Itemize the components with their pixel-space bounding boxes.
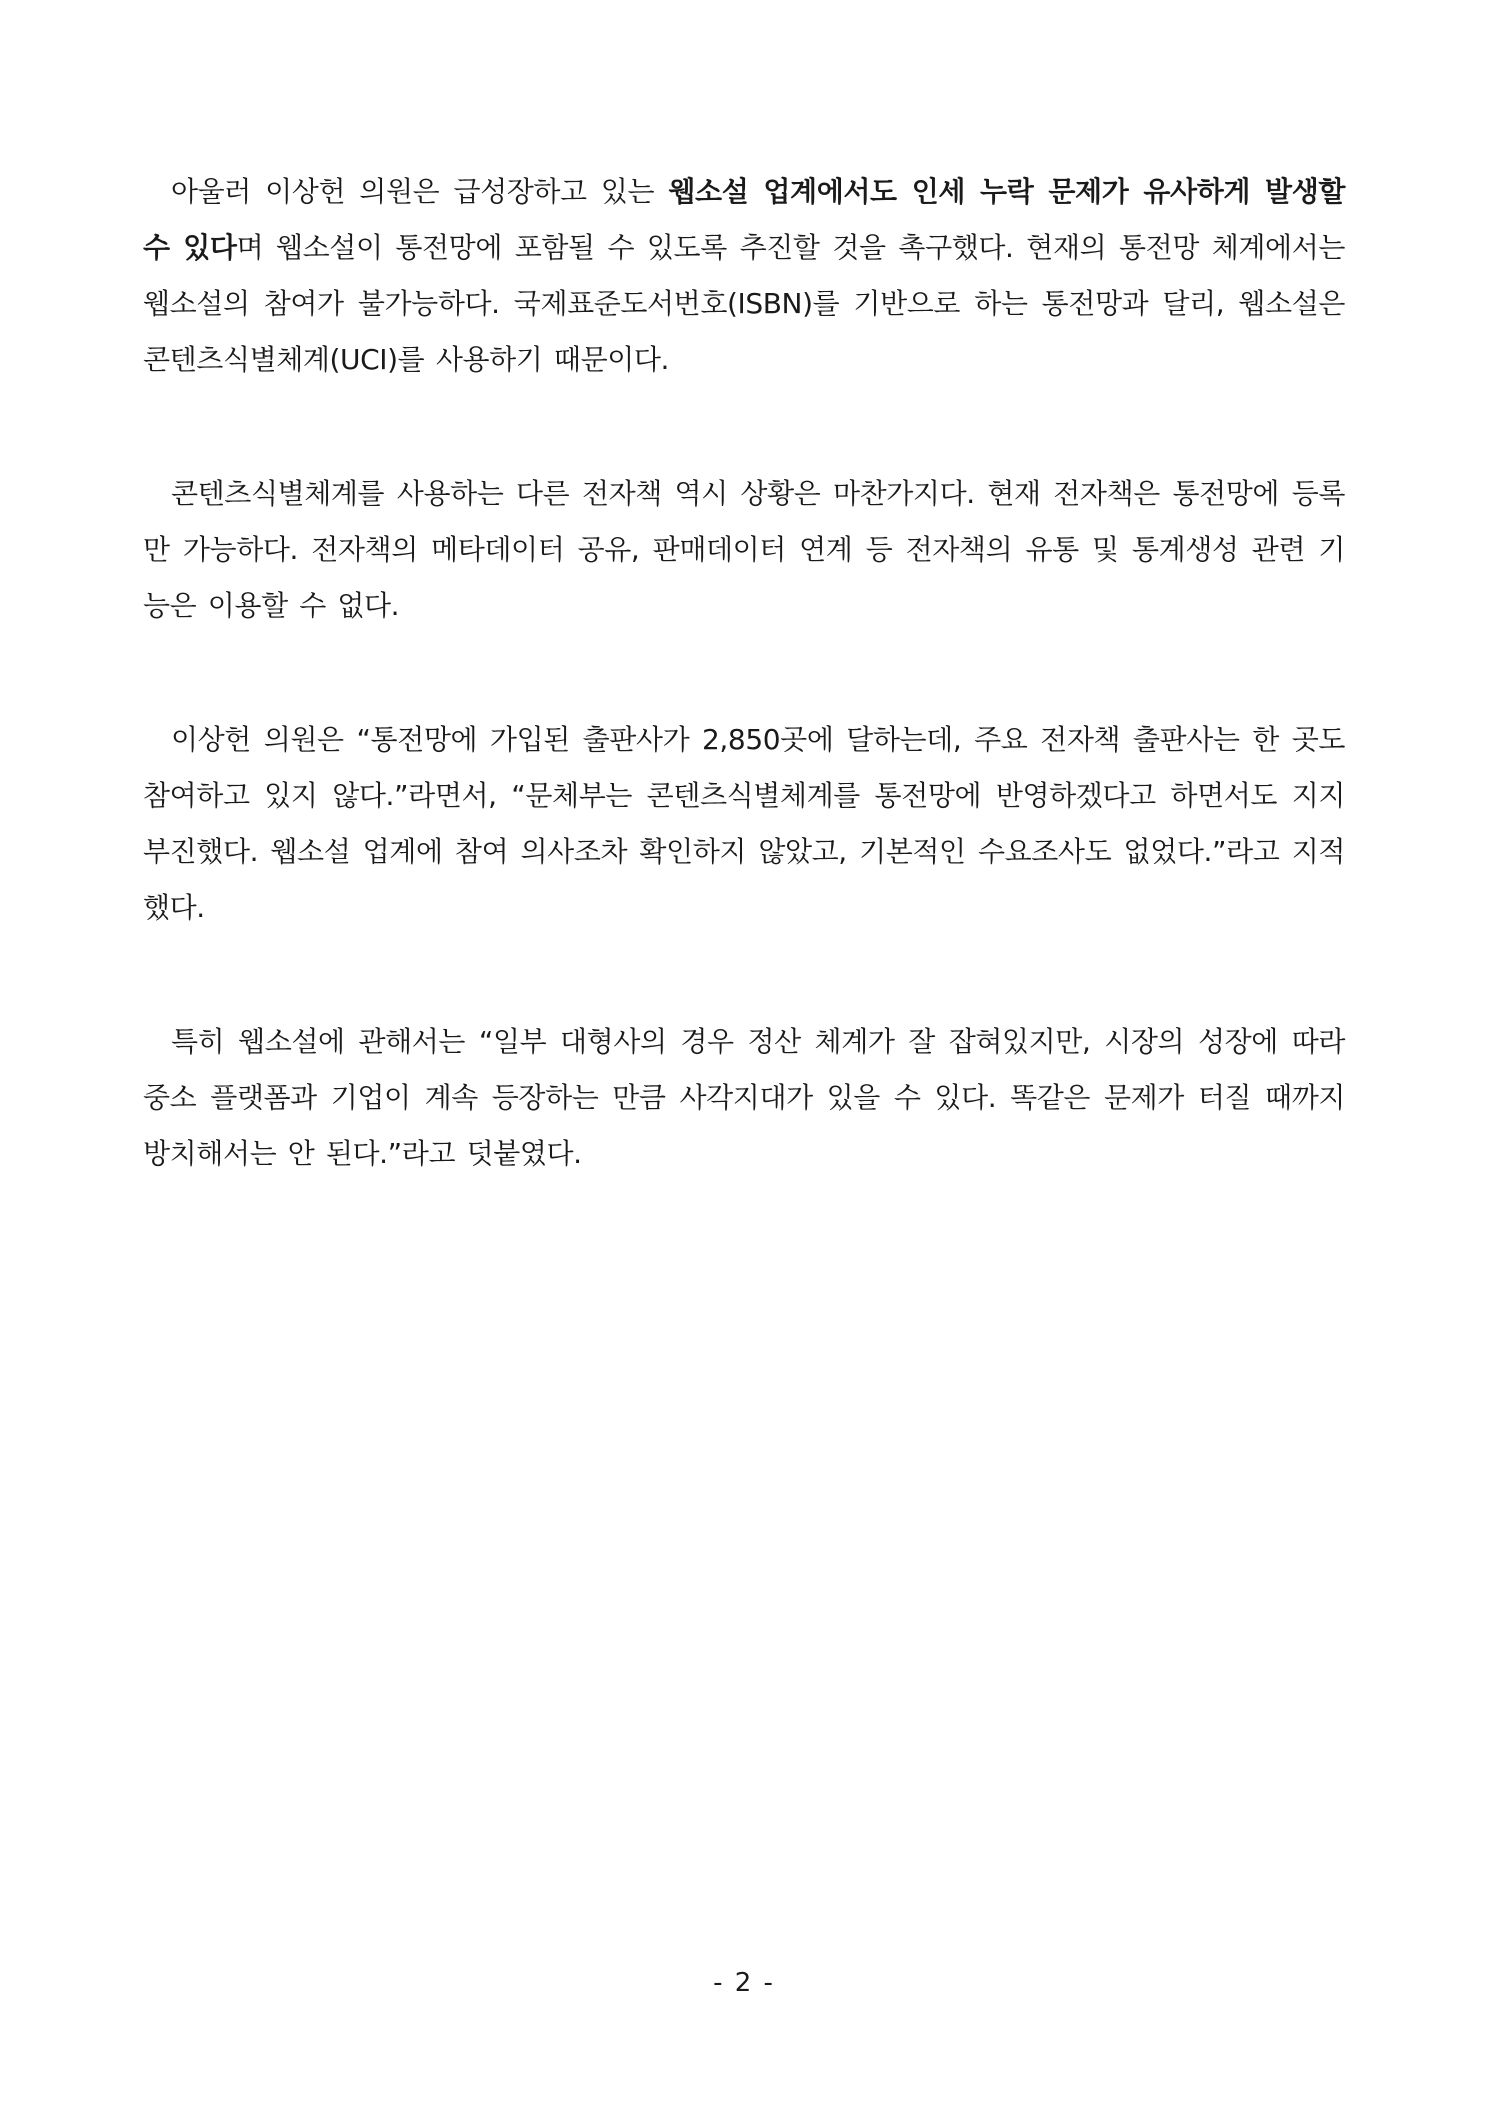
paragraph-1-rest: 며 웹소설이 통전망에 포함될 수 있도록 추진할 것을 촉구했다. 현재의 통전망 체계에서는 웹소설의 참여가 불가능하다. 국제표준도서번호(ISBN)를 기반으로 하는 통전망과 달리, 웹소설은 콘텐츠식별체계(UCI)를 사용하기 때문이다.: [143, 231, 1345, 376]
paragraph-1-emphasis: 웹소설 업계에서도 인세 누락 문제가 유사하게 발생할 수 있다: [143, 175, 1345, 264]
paragraph-1: [143, 164, 1345, 388]
paragraph-1-lead: 아울러 이상헌 의원은 급성장하고 있는: [171, 175, 669, 208]
paragraph-3: 이상헌 의원은 “통전망에 가입된 출판사가 2,850곳에 달하는데, 주요 전자책 출판사는 한 곳도 참여하고 있지 않다.”라면서, “문체부는 콘텐츠식별체계를 통전망에 반영하겠다고 하면서도 지지부진했다. 웹소설 업계에 참여 의사조차 확인하지 않았고, 기본적인 수요조사도 없었다.”라고 지적했다.: [143, 723, 1345, 924]
paragraph-4: 특히 웹소설에 관해서는 “일부 대형사의 경우 정산 체계가 잘 잡혀있지만, 시장의 성장에 따라 중소 플랫폼과 기업이 계속 등장하는 만큼 사각지대가 있을 수 있다. 똑같은 문제가 터질 때까지 방치해서는 안 된다.”라고 덧붙였다.: [143, 1025, 1345, 1170]
paragraph-2: 콘텐츠식별체계를 사용하는 다른 전자책 역시 상황은 마찬가지다. 현재 전자책은 통전망에 등록만 가능하다. 전자책의 메타데이터 공유, 판매데이터 연계 등 전자책의 유통 및 통계생성 관련 기능은 이용할 수 없다.: [143, 477, 1345, 622]
page-number: - 2 -: [713, 1968, 775, 1998]
document-body: [143, 164, 1345, 1260]
